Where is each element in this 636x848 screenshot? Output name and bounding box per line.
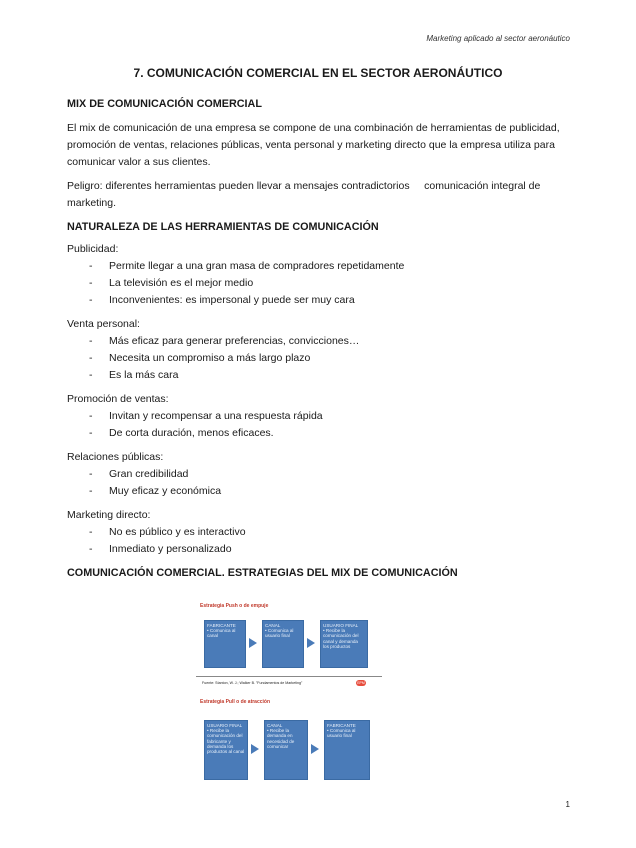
push-box-fabricante [204,620,246,668]
pull-box-fabricante [324,720,370,780]
page-number: 1 [565,800,570,809]
push-box-canal [262,620,304,668]
bullet-list [67,466,567,500]
document-body [67,96,567,582]
box-text: • Comunica al canal [207,628,236,639]
pull-strategy-title: Estrategia Pull o de atracción [200,699,271,705]
box-text: • Comunica al usuario final [327,728,356,739]
box-text: • Recibe la comunicación del canal y demanda los productos [323,628,359,649]
bullet-list [67,333,567,384]
arrow-right-icon [307,638,315,648]
publisher-logo: EPM [357,681,365,685]
figure-divider [196,676,382,677]
list-item: - Muy eficaz y económica [67,483,567,500]
box-title: USUARIO FINAL [207,723,243,728]
box-title: USUARIO FINAL [323,623,359,628]
box-text: • Recibe la comunicación del fabricante y demanda los productos al canal [207,728,245,755]
box-text: • Recibe la demanda en necesidad de comunicar [267,728,295,749]
push-box-usuario-final [320,620,368,668]
box-title: FABRICANTE [207,623,236,628]
pull-box-canal [264,720,308,780]
list-item: - Invitan y recompensar a una respuesta rápida [67,408,567,425]
running-header: Marketing aplicado al sector aeronáutico [426,34,570,43]
list-item: - Permite llegar a una gran masa de compradores repetidamente [67,258,567,275]
list-item: - Más eficaz para generar preferencias, convicciones… [67,333,567,350]
box-title: CANAL [267,723,283,728]
arrow-right-icon [249,638,257,648]
push-pull-diagram [196,600,382,790]
group-label: Marketing directo: [67,509,151,521]
list-item: - No es público y es interactivo [67,524,567,541]
group-label: Promoción de ventas: [67,393,169,405]
page-title: 7. COMUNICACIÓN COMERCIAL EN EL SECTOR AERONÁUTICO [133,66,503,80]
list-item: - Inconvenientes: es impersonal y puede ser muy cara [67,292,567,309]
arrow-right-icon [251,744,259,754]
bullet-list [67,408,567,442]
paragraph-mix-definition: El mix de comunicación de una empresa se compone de una combinación de herramientas de publicidad, promoción de ventas, relaciones públicas, venta personal y marketing directo que la empresa utiliza para comunicar valor a sus clientes. [67,122,560,168]
box-title: FABRICANTE [327,723,356,728]
figure-source: Fuente: Stanton, W. J.; Walker B. "Fundamentos de Marketing" [202,681,303,685]
group-label: Relaciones públicas: [67,451,164,463]
arrow-right-icon [311,744,319,754]
list-item: - Gran credibilidad [67,466,567,483]
section-heading-estrategias: COMUNICACIÓN COMERCIAL. ESTRATEGIAS DEL MIX DE COMUNICACIÓN [67,567,458,579]
list-item: - Necesita un compromiso a más largo plazo [67,350,567,367]
group-label: Venta personal: [67,318,140,330]
section-heading-mix: MIX DE COMUNICACIÓN COMERCIAL [67,98,262,110]
bullet-list [67,524,567,558]
list-item: - La televisión es el mejor medio [67,275,567,292]
pull-box-usuario-final [204,720,248,780]
push-strategy-title: Estrategia Push o de empuje [200,603,269,609]
list-item: - Es la más cara [67,367,567,384]
group-label: Publicidad: [67,243,119,255]
paragraph-peligro: Peligro: diferentes herramientas pueden llevar a mensajes contradictorios comunicación integral de marketing. [67,180,544,209]
bullet-list [67,258,567,309]
box-title: CANAL [265,623,281,628]
box-text: • Comunica al usuario final [265,628,294,639]
list-item: - Inmediato y personalizado [67,541,567,558]
section-heading-naturaleza: NATURALEZA DE LAS HERRAMIENTAS DE COMUNICACIÓN [67,221,379,233]
list-item: - De corta duración, menos eficaces. [67,425,567,442]
